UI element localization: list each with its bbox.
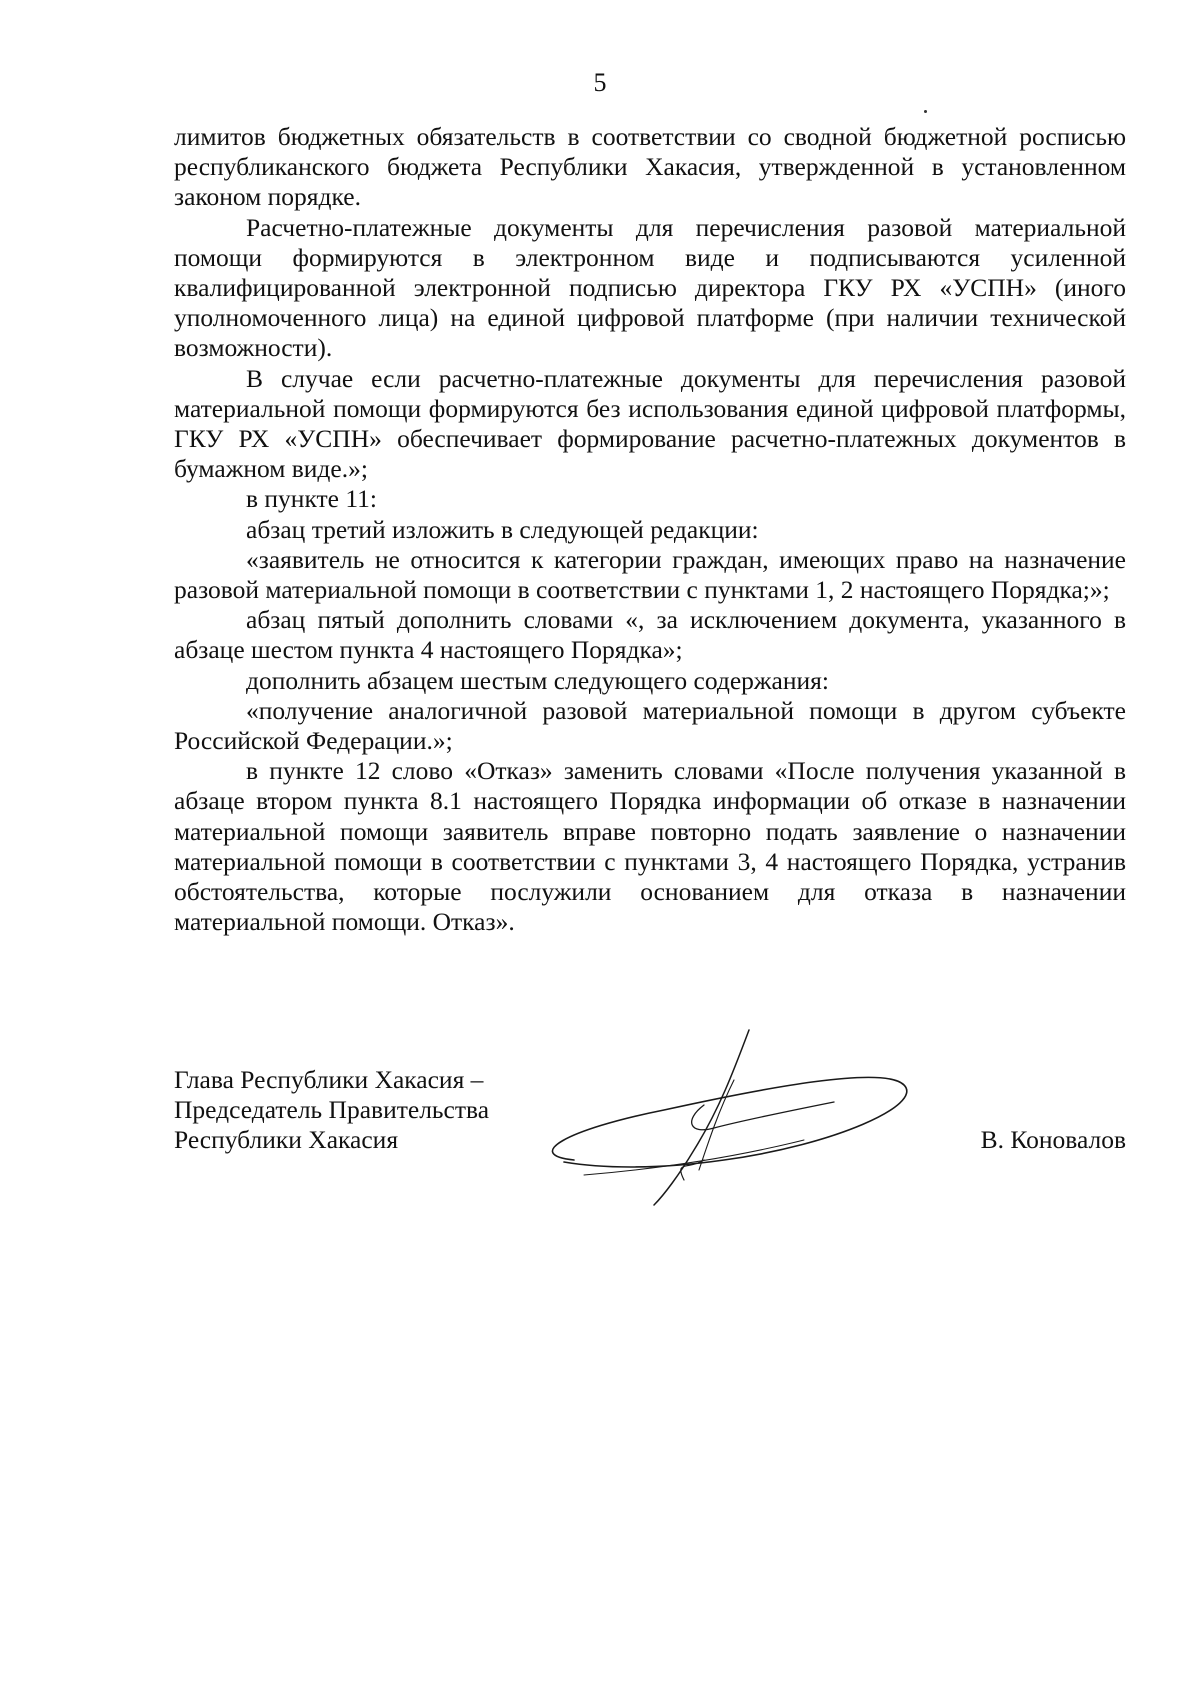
paragraph: Расчетно-платежные документы для перечисления разовой материальной помощи формируются в электронном виде и подписываются усиленной квалифицированной электронной подписью директора ГКУ РХ «УСПН» (иного уполномоченного лица) на единой цифровой платформе (при наличии технической возможности). bbox=[174, 212, 1126, 363]
paragraph: дополнить абзацем шестым следующего содержания: bbox=[246, 665, 829, 695]
paragraph: В случае если расчетно-платежные документы для перечисления разовой материальной помощи формируются без использования единой цифровой платформы, ГКУ РХ «УСПН» обеспечивает формирование расчетно-платежных документов в бумажном виде.»; bbox=[174, 363, 1126, 484]
handwritten-signature bbox=[504, 1010, 924, 1210]
signer-title bbox=[174, 1065, 534, 1156]
paragraph: в пункте 12 слово «Отказ» заменить словами «После получения указанной в абзаце втором пункта 8.1 настоящего Порядка информации об отказе в назначении материальной помощи заявитель вправе повторно подать заявление о назначении материальной помощи в соответствии с пунктами 3, 4 настоящего Порядка, устранив обстоятельства, которые послужили основанием для отказа в назначении материальной помощи. Отказ». bbox=[174, 756, 1126, 937]
signer-name: В. Коновалов bbox=[980, 1125, 1126, 1154]
signer-title-line: Глава Республики Хакасия – bbox=[174, 1065, 484, 1094]
page-number: 5 bbox=[593, 68, 607, 97]
paragraph: абзац третий изложить в следующей редакции: bbox=[246, 514, 759, 544]
document-body bbox=[174, 122, 1126, 937]
paragraph: «получение аналогичной разовой материальной помощи в другом субъекте Российской Федерации.»; bbox=[174, 695, 1126, 756]
signature-block bbox=[174, 1065, 1126, 1225]
paragraph: абзац пятый дополнить словами «, за исключением документа, указанного в абзаце шестом пункта 4 настоящего Порядка»; bbox=[174, 605, 1126, 665]
paragraph: лимитов бюджетных обязательств в соответствии со сводной бюджетной росписью республиканского бюджета Республики Хакасия, утвержденной в установленном законом порядке. bbox=[174, 122, 1126, 212]
paragraph: в пункте 11: bbox=[246, 484, 377, 514]
signer-title-line: Республики Хакасия bbox=[174, 1125, 399, 1155]
signer-title-line: Председатель Правительства bbox=[174, 1095, 490, 1125]
paragraph: «заявитель не относится к категории граждан, имеющих право на назначение разовой материальной помощи в соответствии с пунктами 1, 2 настоящего Порядка;»; bbox=[174, 544, 1126, 605]
scan-speck bbox=[924, 110, 927, 113]
